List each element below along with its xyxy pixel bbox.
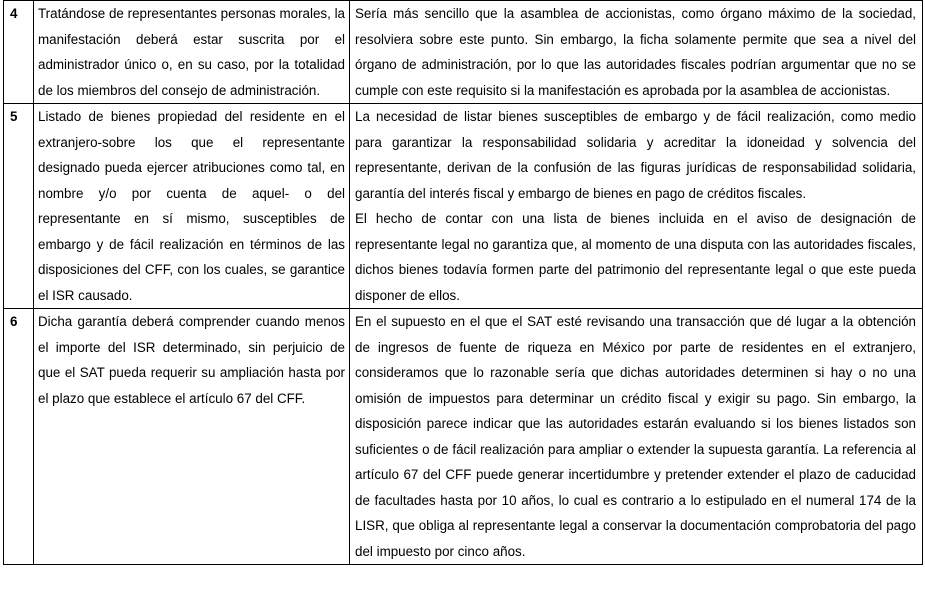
row-number: 4 — [4, 1, 34, 104]
comment-cell — [350, 104, 923, 309]
document-table — [3, 0, 923, 565]
comment-paragraph: La necesidad de listar bienes susceptibles de embargo y de fácil realización, como medio para garantizar la responsabilidad solidaria y acreditar la idoneidad y solvencia del representante, derivan de la confusión de las figuras jurídicas de responsabilidad solidaria, garantía del interés fiscal y embargo de bienes en pago de créditos fiscales. — [355, 109, 916, 201]
requirement-cell: Tratándose de representantes personas morales, la manifestación deberá estar suscrita por el administrador único o, en su caso, por la totalidad de los miembros del consejo de administración. — [34, 1, 350, 104]
comment-paragraph: Sería más sencillo que la asamblea de accionistas, como órgano máximo de la sociedad, resolviera sobre este punto. Sin embargo, la ficha solamente permite que sea a nivel del órgano de administración, por lo que las autoridades fiscales podrían argumentar que no se cumple con este requisito si la manifestación es aprobada por la asamblea de accionistas. — [355, 6, 916, 98]
row-number: 6 — [4, 309, 34, 565]
table-row — [4, 104, 923, 309]
requirement-cell: Dicha garantía deberá comprender cuando menos el importe del ISR determinado, sin perjuicio de que el SAT pueda requerir su ampliación hasta por el plazo que establece el artículo 67 del CFF. — [34, 309, 350, 565]
comment-paragraph: En el supuesto en el que el SAT esté revisando una transacción que dé lugar a la obtención de ingresos de fuente de riqueza en México por parte de residentes en el extranjero, consideramos que lo razonable sería que dichas autoridades determinen si hay o no una omisión de impuestos para determinar un crédito fiscal y exigir su pago. Sin embargo, la disposición parece indicar que las autoridades estarán evaluando si los bienes listados son suficientes o de fácil realización para ampliar o extender la supuesta garantía. La referencia al artículo 67 del CFF puede generar incertidumbre y pretender extender el plazo de caducidad de facultades hasta por 10 años, lo cual es contrario a lo estipulado en el numeral 174 de la LISR, que obliga al representante legal a conservar la documentación comprobatoria del pago del impuesto por cinco años. — [355, 314, 916, 559]
table-row — [4, 309, 923, 565]
requirement-cell: Listado de bienes propiedad del residente en el extranjero-sobre los que el representante designado pueda ejercer atribuciones como tal, en nombre y/o por cuenta de aquel- o del representante en sí mismo, susceptibles de embargo y de fácil realización en términos de las disposiciones del CFF, con los cuales, se garantice el ISR causado. — [34, 104, 350, 309]
row-number: 5 — [4, 104, 34, 309]
comment-cell — [350, 1, 923, 104]
comment-cell — [350, 309, 923, 565]
table-row — [4, 1, 923, 104]
comment-paragraph: El hecho de contar con una lista de bienes incluida en el aviso de designación de representante legal no garantiza que, al momento de una disputa con las autoridades fiscales, dichos bienes todavía formen parte del patrimonio del representante legal o que este pueda disponer de ellos. — [355, 211, 916, 303]
